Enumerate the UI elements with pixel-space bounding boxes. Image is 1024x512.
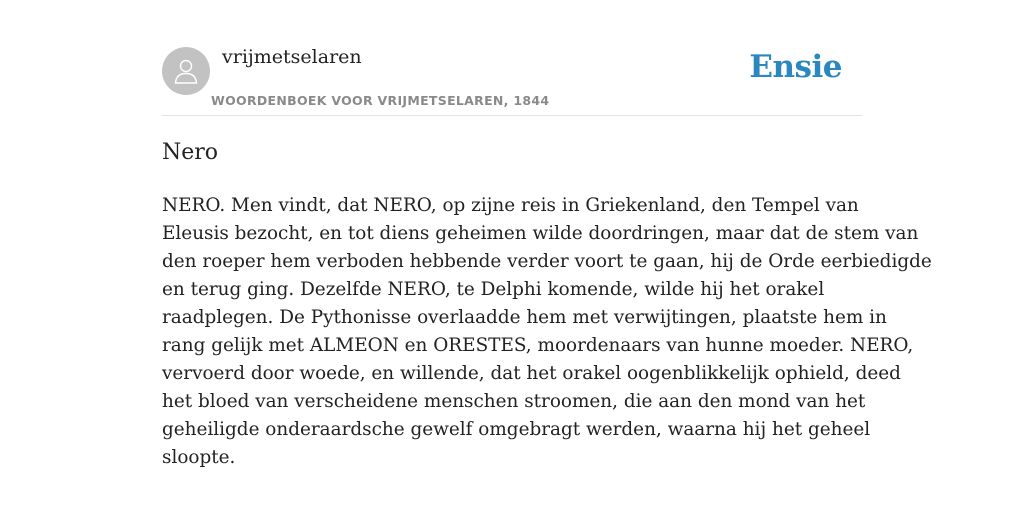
- entry-title: Nero: [162, 140, 219, 165]
- entry-body-line: geheiligde onderaardsche gewelf omgebragt werden, waarna hij het geheel: [162, 419, 871, 440]
- entry-body-line: sloopte.: [162, 447, 236, 468]
- author-avatar[interactable]: [162, 47, 210, 95]
- entry-body-line: Eleusis bezocht, en tot diens geheimen wilde doordringen, maar dat de stem van: [162, 223, 919, 244]
- entry-body-line: NERO. Men vindt, dat NERO, op zijne reis in Griekenland, den Tempel van: [162, 195, 859, 216]
- entry-body-line: het bloed van verscheidene menschen stroomen, die aan den mond van het: [162, 391, 866, 412]
- entry-body-line: den roeper hem verboden hebbende verder voort te gaan, hij de Orde eerbiedigde: [162, 251, 932, 272]
- entry-body-line: en terug ging. Dezelfde NERO, te Delphi komende, wilde hij het orakel: [162, 279, 825, 300]
- entry-body: [162, 192, 932, 472]
- entry-body-line: vervoerd door woede, en willende, dat het orakel oogenblikkelijk ophield, deed: [162, 363, 901, 384]
- source-label[interactable]: WOORDENBOEK VOOR VRIJMETSELAREN, 1844: [211, 93, 550, 108]
- brand-logo[interactable]: Ensie: [749, 49, 842, 85]
- entry-body-line: raadplegen. De Pythonisse overlaadde hem met verwijtingen, plaatste hem in: [162, 307, 887, 328]
- entry-header: [162, 44, 862, 116]
- user-silhouette-icon: [171, 56, 201, 86]
- author-name[interactable]: vrijmetselaren: [222, 46, 362, 68]
- entry-body-line: rang gelijk met ALMEON en ORESTES, moordenaars van hunne moeder. NERO,: [162, 335, 914, 356]
